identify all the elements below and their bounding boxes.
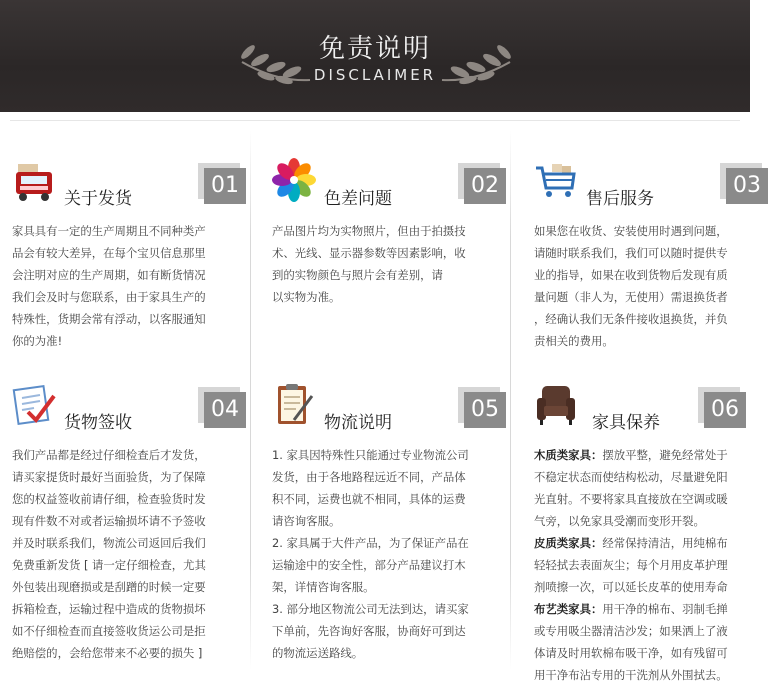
body-line: 现有件数不对或者运输损坏请不予签收 [12,514,206,528]
body-line [534,444,746,466]
body-line: 运输途中的安全性，部分产品建议打木 [272,558,466,572]
checklist-icon [12,382,56,426]
body-line: 你的为准! [12,334,63,348]
card-number-badge: 04 [204,392,246,428]
card-shipping [12,158,252,352]
body-line: 责相关的费用。 [534,334,614,348]
card-after-sales [534,158,774,352]
card-body [12,220,252,352]
clipboard-icon [272,382,316,426]
card-number-badge: 03 [726,168,768,204]
armchair-icon [534,382,578,426]
body-line: 免费重新发货 [ 请一定仔细检查，尤其 [12,558,206,572]
care-text: 光直射。不要将家具直接放在空调或暖 [534,492,728,506]
card-title: 物流说明 [324,413,392,433]
body-line: 外包装出现磨损或是刮蹭的时候一定要 [12,580,206,594]
care-text: 用干净的棉布、羽制毛掸 [602,602,728,616]
body-line [534,576,746,598]
body-line: 我们会及时与您联系，由于家具生产的 [12,290,206,304]
care-text: 不稳定状态而使结构松动，尽量避免阳 [534,470,728,484]
body-line: 3. 部分地区物流公司无法到达，请买家 [272,602,469,616]
care-text: 气旁，以免家具受潮而变形开裂。 [534,514,705,528]
care-text: 经常保持清洁，用纯棉布 [602,536,728,550]
body-line: 架，详情咨询客服。 [272,580,375,594]
body-line: 术、光线、显示器参数等因素影响，收 [272,246,466,260]
card-number-badge: 01 [204,168,246,204]
body-line: 到的实物颜色与照片会有差别，请 [272,268,443,282]
body-line: 2. 家具属于大件产品，为了保证产品在 [272,536,469,550]
body-line: 品会有较大差异，在每个宝贝信息那里 [12,246,206,260]
care-text: 用干净布沾专用的干洗剂从外围拭去。 [534,668,728,682]
care-category-label: 布艺类家具： [534,602,603,616]
card-color-difference [272,158,512,308]
care-text: 轻轻拭去表面灰尘；每个月用皮革护理 [534,558,728,572]
body-line: 您的权益签收前请仔细，检查验货时发 [12,492,206,506]
body-line [534,554,746,576]
card-title: 关于发货 [64,189,132,209]
body-line: 产品图片均为实物照片，但由于拍摄技 [272,224,466,238]
delivery-truck-icon [12,158,56,202]
color-wheel-icon [272,158,316,202]
card-logistics [272,382,512,664]
card-title: 色差问题 [324,189,392,209]
body-line: 量问题（非人为，无使用）需退换货者 [534,290,728,304]
body-line: 我们产品都是经过仔细检查后才发货， [12,448,206,462]
body-line: 并及时联系我们，物流公司返回后我们 [12,536,206,550]
card-body [534,444,746,686]
card-title: 售后服务 [586,189,654,209]
card-body [272,220,512,308]
banner-subtitle: DISCLAIMER [313,66,437,84]
body-line [534,532,746,554]
care-category-label: 皮质类家具： [534,536,603,550]
body-line: 特殊性，货期会常有浮动，以客服通知 [12,312,206,326]
body-line: 如果您在收货、安装使用时遇到问题， [534,224,728,238]
shopping-cart-icon [534,158,578,202]
separator [10,120,740,121]
card-body [12,444,252,664]
card-body [534,220,774,352]
body-line [534,620,746,642]
body-line [534,642,746,664]
body-line: 下单前，先咨询好客服，协商好可到达 [272,624,466,638]
body-line: 请咨询客服。 [272,514,341,528]
banner-title: 免责说明 [318,34,431,64]
body-line: 以实物为准。 [272,290,341,304]
care-text: 摆放平整，避免经常处于 [602,448,728,462]
card-body [272,444,512,664]
body-line: 的物流运送路线。 [272,646,364,660]
body-line [534,598,746,620]
card-title: 家具保养 [592,413,660,433]
care-text: 或专用吸尘器清洁沙发；如果洒上了液 [534,624,728,638]
body-line [534,466,746,488]
body-line [534,488,746,510]
body-line: 拆箱检查，运输过程中造成的货物损坏 [12,602,206,616]
care-text: 体请及时用软棉布吸干净，如有残留可 [534,646,728,660]
body-line: 请随时联系我们，我们可以随时提供专 [534,246,728,260]
care-text: 剂喷擦一次，可以延长皮革的使用寿命 [534,580,728,594]
body-line: 请买家提货时最好当面验货，为了保障 [12,470,206,484]
body-line: 业的指导，如果在收到货物后发现有质 [534,268,728,282]
card-furniture-care [534,382,746,686]
card-receipt [12,382,252,664]
care-category-label: 木质类家具： [534,448,603,462]
body-line [534,664,746,686]
body-line: 如不仔细检查而直接签收货运公司是拒 [12,624,206,638]
body-line: 会注明对应的生产周期，如有断货情况 [12,268,206,282]
card-number-badge: 05 [464,392,506,428]
card-title: 货物签收 [64,413,132,433]
body-line: 发货，由于各地路程远近不同，产品体 [272,470,466,484]
card-number-badge: 02 [464,168,506,204]
card-number-badge: 06 [704,392,746,428]
body-line: 1. 家具因特殊性只能通过专业物流公司 [272,448,469,462]
body-line: ，经确认我们无条件接收退换货，并负 [534,312,728,326]
body-line: 积不同，运费也就不相同，具体的运费 [272,492,466,506]
body-line: 家具具有一定的生产周期且不同种类产 [12,224,206,238]
body-line: 绝赔偿的，会给您带来不必要的损失 ] [12,646,203,660]
body-line [534,510,746,532]
disclaimer-banner [0,0,750,112]
